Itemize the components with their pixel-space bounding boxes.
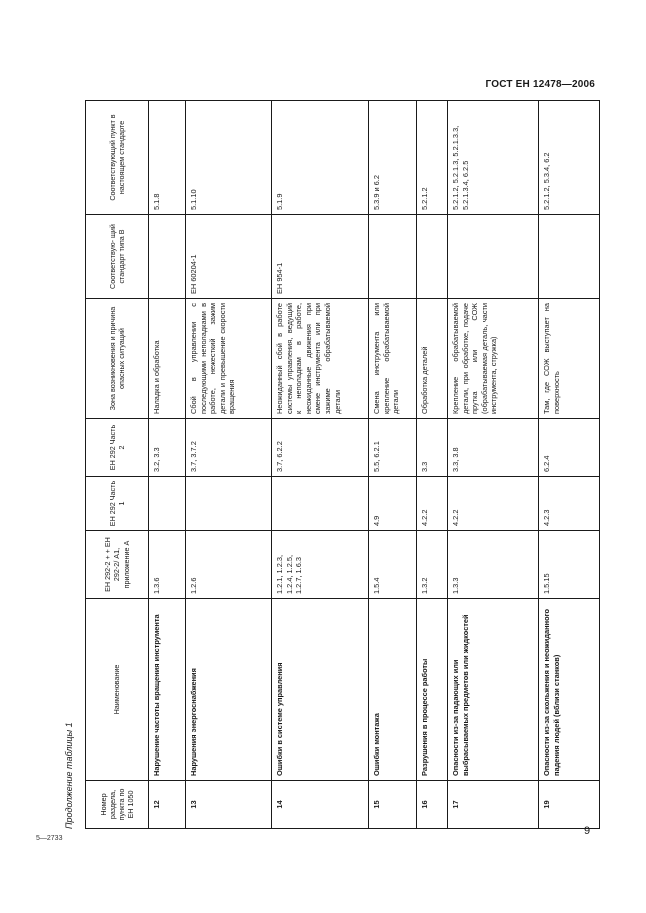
- page-number: 9: [584, 825, 591, 837]
- table-header-row: [86, 101, 149, 829]
- hazard-name: Нарушения энергоснабжения: [186, 599, 272, 781]
- print-code: 5—2733: [36, 835, 63, 842]
- part2-ref: 6.2.4: [539, 419, 600, 477]
- row-number: 17: [448, 781, 539, 829]
- table-row: [272, 101, 369, 829]
- table-row: [448, 101, 539, 829]
- part1-ref: 4.2.3: [539, 477, 600, 531]
- annex-a-ref: 1.5.15: [539, 531, 600, 599]
- row-number: 19: [539, 781, 600, 829]
- column-header: Зона возникновения и причина опасных ситуаций: [86, 299, 149, 419]
- column-header: ЕН 292 Часть 2: [86, 419, 149, 477]
- hazard-zone: Смена инструмента или крепление обрабатываемой детали: [369, 299, 417, 419]
- part1-ref: [186, 477, 272, 531]
- hazards-table: [85, 100, 600, 829]
- type-b-standard: [417, 215, 448, 299]
- hazard-zone: Наладка и обработка: [149, 299, 186, 419]
- clause-ref: 5.2.1.2, 5.2.1.3, 5.2.1.3.3, 5.2.1.3.4, 6.2.5: [448, 101, 539, 215]
- column-header: ЕН 292-2 + + ЕН 292-2/ A1, приложение А: [86, 531, 149, 599]
- column-header: Соответствую- щий стандарт типа В: [86, 215, 149, 299]
- row-number: 12: [149, 781, 186, 829]
- part2-ref: 5.5, 6.2.1: [369, 419, 417, 477]
- type-b-standard: ЕН 954-1: [272, 215, 369, 299]
- clause-ref: 5.1.10: [186, 101, 272, 215]
- column-header: ЕН 292 Часть 1: [86, 477, 149, 531]
- hazard-zone: Обработка деталей: [417, 299, 448, 419]
- part2-ref: 3.3: [417, 419, 448, 477]
- annex-a-ref: 1.3.6: [149, 531, 186, 599]
- type-b-standard: [149, 215, 186, 299]
- part1-ref: 4.2.2: [417, 477, 448, 531]
- hazard-name: Ошибки монтажа: [369, 599, 417, 781]
- annex-a-ref: 1.5.4: [369, 531, 417, 599]
- table-row: [369, 101, 417, 829]
- clause-ref: 5.2.1.2, 5.3.4, 6.2: [539, 101, 600, 215]
- type-b-standard: [539, 215, 600, 299]
- row-number: 15: [369, 781, 417, 829]
- row-number: 16: [417, 781, 448, 829]
- hazard-name: Опасности из-за скольжения и неожиданного падения людей (вблизи станков): [539, 599, 600, 781]
- hazard-zone: Сбой в управлении с последующими неполадками в работе, нежесткий зажим детали и превышение скорости вращения: [186, 299, 272, 419]
- column-header: Соответствующий пункт в настоящем стандарте: [86, 101, 149, 215]
- table-row: [417, 101, 448, 829]
- annex-a-ref: 1.2.6: [186, 531, 272, 599]
- hazard-name: Нарушение частоты вращения инструмента: [149, 599, 186, 781]
- table-row: [186, 101, 272, 829]
- type-b-standard: ЕН 60204-1: [186, 215, 272, 299]
- rotated-table-block: [62, 101, 608, 829]
- annex-a-ref: 1.3.3: [448, 531, 539, 599]
- hazard-name: Опасности из-за падающих или выбрасываемых предметов или жидкостей: [448, 599, 539, 781]
- part1-ref: 4.2.2: [448, 477, 539, 531]
- column-header: Наименование: [86, 599, 149, 781]
- part1-ref: 4.9: [369, 477, 417, 531]
- part1-ref: [149, 477, 186, 531]
- clause-ref: 5.2.1.2: [417, 101, 448, 215]
- hazard-zone: Неожиданный сбой в работе системы управления, ведущий к неполадкам в работе, неожиданные движения при смене инструмента или при зажиме обрабатываемой детали: [272, 299, 369, 419]
- table-row: [149, 101, 186, 829]
- table-caption: Продолжение таблицы 1: [64, 722, 74, 829]
- clause-ref: 5.1.8: [149, 101, 186, 215]
- annex-a-ref: 1.3.2: [417, 531, 448, 599]
- clause-ref: 5.1.9: [272, 101, 369, 215]
- annex-a-ref: 1.2.1, 1.2.3, 1.2.4, 1.2.5, 1.2.7, 1.6.3: [272, 531, 369, 599]
- row-number: 13: [186, 781, 272, 829]
- hazard-zone: Там, где СОЖ выступает на поверхность: [539, 299, 600, 419]
- hazard-name: Разрушения в процессе работы: [417, 599, 448, 781]
- hazard-name: Ошибки в системе управления: [272, 599, 369, 781]
- hazard-zone: Крепление обрабатываемой детали, при обработке, подаче прутка или СОЖ (обрабатываемая деталь, части инструмента, стружка): [448, 299, 539, 419]
- part2-ref: 3.7, 6.2.2: [272, 419, 369, 477]
- type-b-standard: [448, 215, 539, 299]
- column-header: Номер раздела, пункта по ЕН 1050: [86, 781, 149, 829]
- row-number: 14: [272, 781, 369, 829]
- part2-ref: 3.7, 3.7.2: [186, 419, 272, 477]
- part2-ref: 3.3, 3.8: [448, 419, 539, 477]
- type-b-standard: [369, 215, 417, 299]
- part2-ref: 3.2, 3.3: [149, 419, 186, 477]
- part1-ref: [272, 477, 369, 531]
- table-row: [539, 101, 600, 829]
- clause-ref: 5.3.9 и 6.2: [369, 101, 417, 215]
- standard-header: ГОСТ ЕН 12478—2006: [485, 79, 595, 90]
